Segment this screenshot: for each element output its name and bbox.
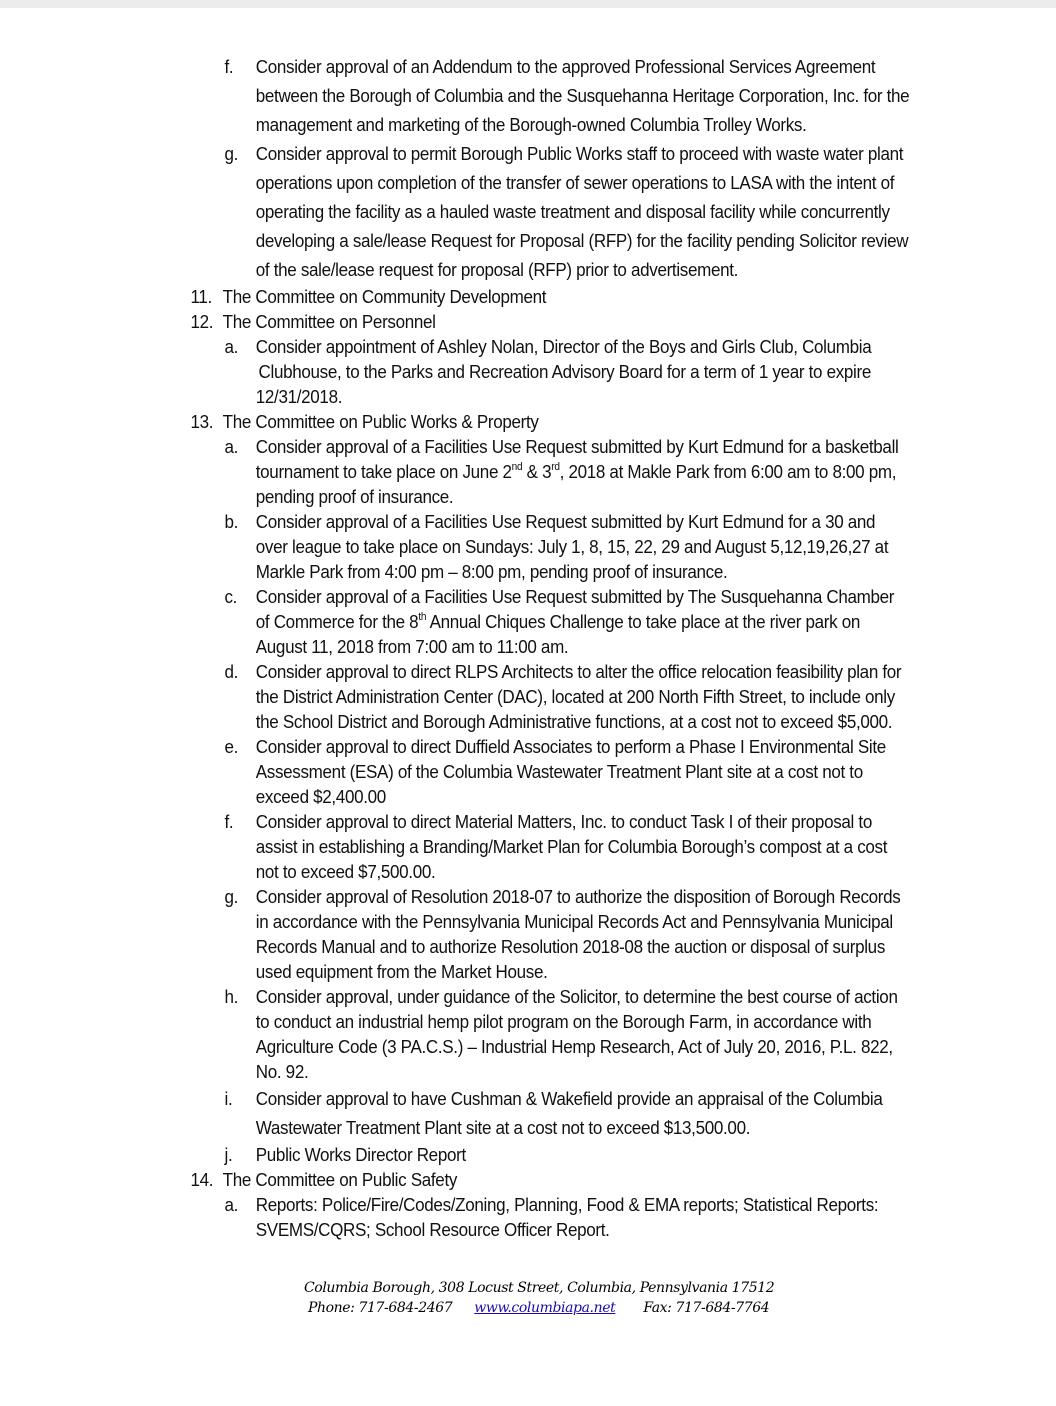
item-text: Consider approval, under guidance of the Solicitor, to determine the best course of action [255,986,898,1007]
item-text: Reports: Police/Fire/Codes/Zoning, Planning, Food & EMA reports; Statistical Reports: [255,1194,879,1215]
item-marker: h. [224,986,239,1007]
section-heading [0,284,972,309]
item-text: between the Borough of Columbia and the Susquehanna Heritage Corporation, Inc. for the [255,85,910,106]
superscript: th [418,610,427,623]
agenda-document [0,52,972,1242]
item-marker: g. [224,886,239,907]
list-item [0,984,972,1009]
footer-fax: Fax: 717-684-7764 [643,1300,770,1316]
section-heading [0,409,972,434]
website-link[interactable]: www.columbiapa.net [474,1300,616,1316]
item-text: Consider approval of an Addendum to the approved Professional Services Agreement [255,56,876,77]
list-item [0,584,972,609]
section-number: 11. [190,286,212,307]
item-text: of the sale/lease request for proposal (RFP) prior to advertisement. [255,259,739,280]
list-item [0,1084,972,1113]
item-text: Consider approval of Resolution 2018-07 to authorize the disposition of Borough Records [255,886,901,907]
item-text: pending proof of insurance. [255,486,454,507]
page-top-border [0,0,1056,8]
item-text: Records Manual and to authorize Resolution 2018-08 the auction or disposal of surplus [255,936,886,957]
item-text: Markle Park from 4:00 pm – 8:00 pm, pending proof of insurance. [255,561,728,582]
item-text: 12/31/2018. [255,386,343,407]
item-marker: f. [224,811,234,832]
item-text: of Commerce for the 8th Annual Chiques Challenge to take place at the river park on [255,610,861,632]
item-text: management and marketing of the Borough-owned Columbia Trolley Works. [255,114,807,135]
item-text: Assessment (ESA) of the Columbia Wastewater Treatment Plant site at a cost not to [255,761,863,782]
item-text: Consider approval to have Cushman & Wakefield provide an appraisal of the Columbia [255,1088,883,1109]
item-marker: a. [224,436,239,457]
item-text: Consider approval to direct Material Matters, Inc. to conduct Task I of their proposal to [255,811,872,832]
item-marker: b. [224,511,239,532]
item-text: Clubhouse, to the Parks and Recreation Advisory Board for a term of 1 year to expire [258,361,872,382]
section-number: 14. [190,1169,214,1190]
item-text: SVEMS/CQRS; School Resource Officer Report. [255,1219,610,1240]
footer-address: Columbia Borough, 308 Locust Street, Columbia, Pennsylvania 17512 [304,1280,775,1296]
list-item [0,884,972,909]
item-text: No. 92. [255,1061,309,1082]
item-text: developing a sale/lease Request for Proposal (RFP) for the facility pending Solicitor review [255,230,909,251]
list-item [0,334,972,359]
item-text: Public Works Director Report [255,1144,466,1165]
item-marker: a. [224,336,239,357]
item-marker: g. [224,143,239,164]
item-text: assist in establishing a Branding/Market Plan for Columbia Borough’s compost at a cost [255,836,888,857]
section-title: The Committee on Public Safety [222,1169,458,1190]
item-text: Consider approval of a Facilities Use Request submitted by Kurt Edmund for a 30 and [255,511,876,532]
section-number: 13. [190,411,214,432]
superscript: rd [551,460,560,473]
item-marker: a. [224,1194,239,1215]
section-title: The Committee on Community Development [222,286,547,307]
item-marker: j. [224,1144,233,1165]
item-text: August 11, 2018 from 7:00 am to 11:00 am. [255,636,569,657]
item-text: the School District and Borough Administrative functions, at a cost not to exceed $5,000. [255,711,893,732]
item-text: operations upon completion of the transfer of sewer operations to LASA with the intent of [255,172,895,193]
item-text: operating the facility as a hauled waste treatment and disposal facility while concurrently [255,201,890,222]
item-text: the District Administration Center (DAC), located at 200 North Fifth Street, to include only [255,686,895,707]
list-item [0,52,972,81]
item-text: Consider approval to permit Borough Public Works staff to proceed with waste water plant [255,143,904,164]
list-item [0,809,972,834]
section-heading [0,1167,972,1192]
item-marker: c. [224,586,238,607]
list-item [0,734,972,759]
item-text: Consider appointment of Ashley Nolan, Director of the Boys and Girls Club, Columbia [255,336,872,357]
item-text: Agriculture Code (3 PA.C.S.) – Industrial Hemp Research, Act of July 20, 2016, P.L. 822, [255,1036,893,1057]
item-text: not to exceed $7,500.00. [255,861,436,882]
list-item [0,434,972,459]
item-text: Consider approval of a Facilities Use Request submitted by The Susquehanna Chamber [255,586,895,607]
item-text: in accordance with the Pennsylvania Municipal Records Act and Pennsylvania Municipal [255,911,893,932]
footer-contact [308,1300,769,1316]
section-number: 12. [190,311,214,332]
list-item [0,509,972,534]
item-text: Wastewater Treatment Plant site at a cost not to exceed $13,500.00. [255,1117,751,1138]
section-title: The Committee on Public Works & Property [222,411,539,432]
item-marker: i. [224,1088,233,1109]
list-item [0,139,972,168]
section-heading [0,309,972,334]
item-text: over league to take place on Sundays: July 1, 8, 15, 22, 29 and August 5,12,19,26,27 at [255,536,889,557]
item-text: to conduct an industrial hemp pilot program on the Borough Farm, in accordance with [255,1011,872,1032]
section-title: The Committee on Personnel [222,311,436,332]
item-text: Consider approval to direct RLPS Architects to alter the office relocation feasibility plan for [255,661,902,682]
list-item [0,659,972,684]
item-text: exceed $2,400.00 [255,786,386,807]
item-text: Consider approval of a Facilities Use Request submitted by Kurt Edmund for a basketball [255,436,899,457]
list-item [0,1142,972,1167]
item-text: used equipment from the Market House. [255,961,548,982]
footer-phone: Phone: 717-684-2467 [308,1300,453,1316]
item-marker: f. [224,56,234,77]
item-marker: d. [224,661,239,682]
item-text: tournament to take place on June 2nd & 3rd, 2018 at Makle Park from 6:00 am to 8:00 pm, [255,460,897,482]
item-marker: e. [224,736,239,757]
list-item [0,1192,972,1217]
item-text: Consider approval to direct Duffield Associates to perform a Phase I Environmental Site [255,736,886,757]
superscript: nd [511,460,523,473]
